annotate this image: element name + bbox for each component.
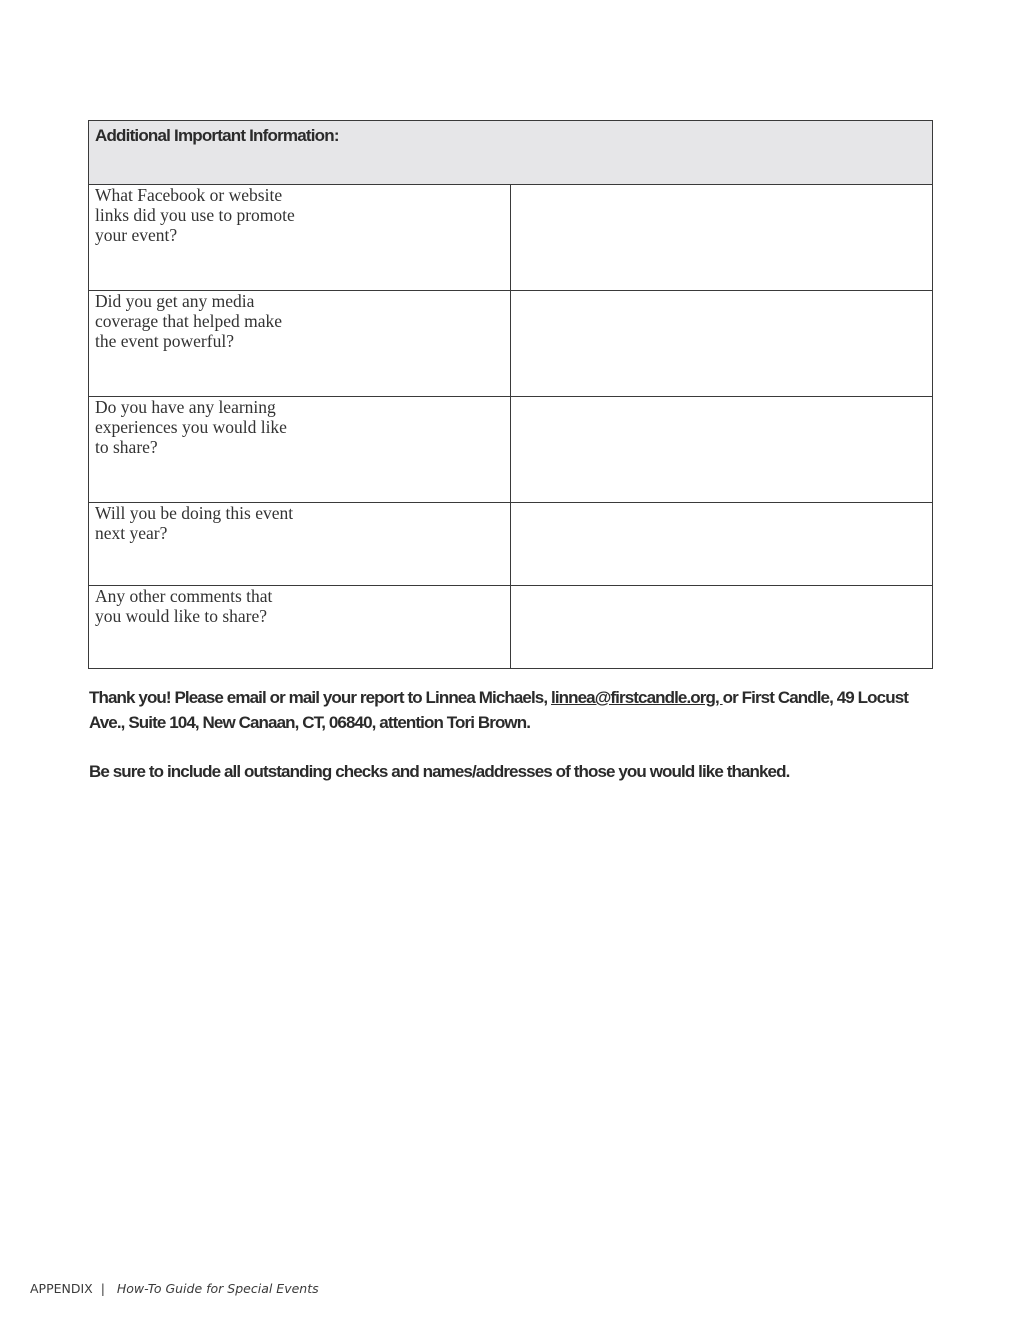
question-next-year: Will you be doing this event next year?	[89, 503, 511, 586]
thank-you-text: Thank you! Please email or mail your report to Linnea Michaels,	[89, 688, 551, 707]
table-header: Additional Important Information:	[89, 121, 933, 185]
answer-field-next-year[interactable]	[511, 503, 933, 586]
answer-field-other-comments[interactable]	[511, 586, 933, 669]
table-row	[89, 185, 933, 291]
question-facebook-links: What Facebook or website links did you use to promote your event?	[89, 185, 511, 291]
email-link[interactable]: linnea@firstcandle.org,	[551, 688, 723, 707]
answer-field-learning-experiences[interactable]	[511, 397, 933, 503]
table-row	[89, 586, 933, 669]
thank-you-paragraph	[89, 685, 919, 735]
question-other-comments: Any other comments that you would like to share?	[89, 586, 511, 669]
question-learning-experiences: Do you have any learning experiences you would like to share?	[89, 397, 511, 503]
answer-field-facebook-links[interactable]	[511, 185, 933, 291]
table-row	[89, 397, 933, 503]
footer-document-title: How-To Guide for Special Events	[116, 1281, 319, 1296]
footer-separator: |	[92, 1281, 117, 1296]
page-footer	[30, 1281, 319, 1296]
question-media-coverage: Did you get any media coverage that helped make the event powerful?	[89, 291, 511, 397]
answer-field-media-coverage[interactable]	[511, 291, 933, 397]
table-row	[89, 291, 933, 397]
footer-section-label: APPENDIX	[30, 1281, 93, 1296]
additional-information-table	[88, 120, 933, 669]
mailing-address-text: or First Candle, 49 Locust Ave., Suite 104, New Canaan, CT, 06840, attention Tori Brown.	[89, 688, 909, 732]
reminder-paragraph: Be sure to include all outstanding checks and names/addresses of those you would like thanked.	[89, 762, 790, 781]
table-row	[89, 503, 933, 586]
